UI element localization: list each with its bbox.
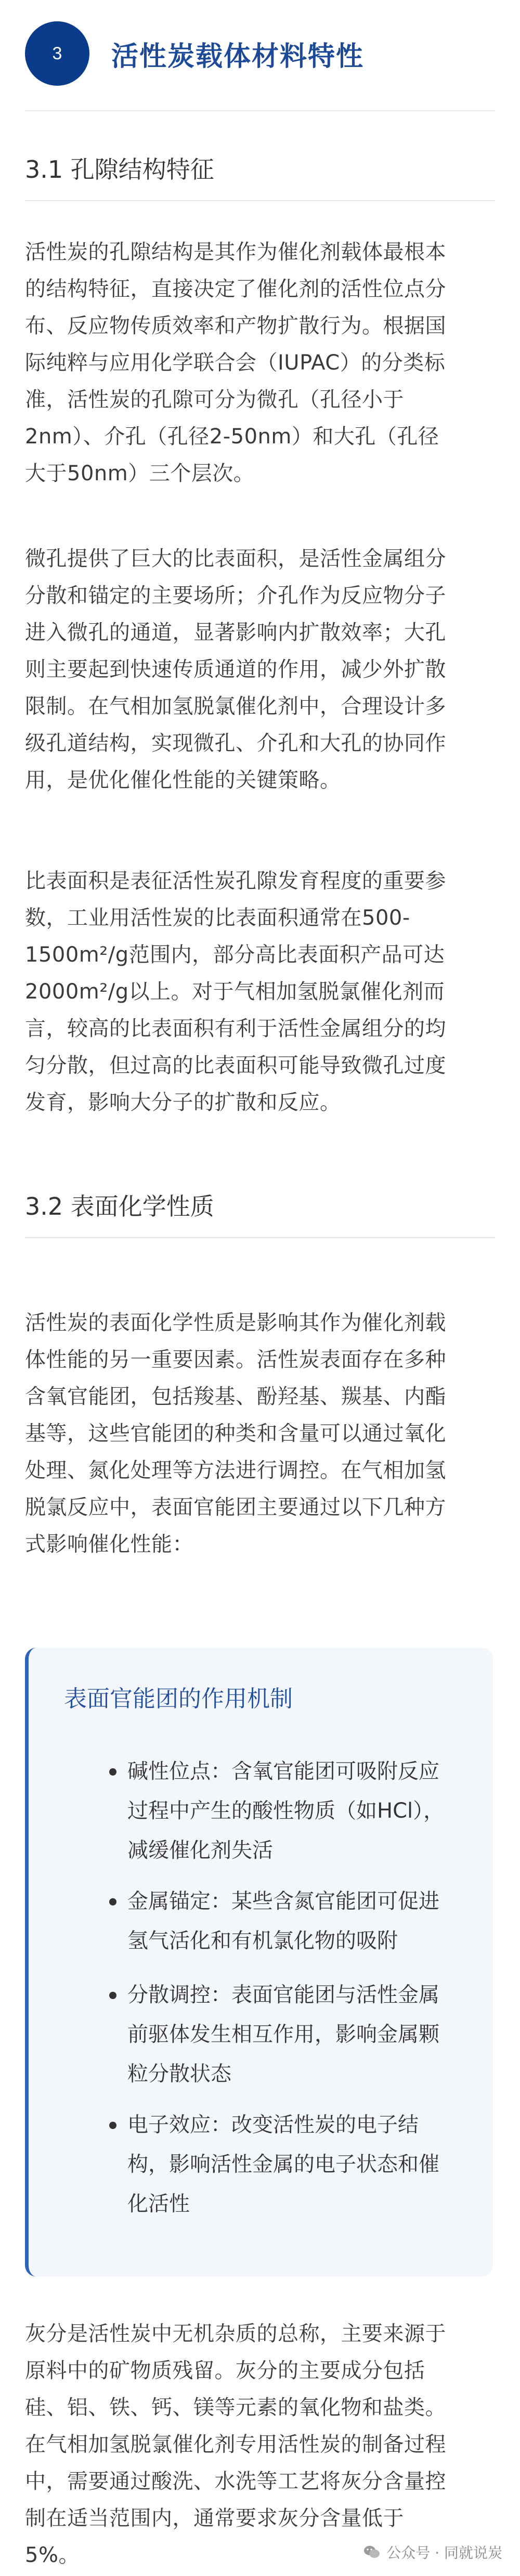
bullet-dispersion: 分散调控：表面官能团与活性金属 前驱体发生相互作用，影响金属颗 粒分散状态 [127, 1983, 439, 2086]
bullet-dot [109, 2122, 116, 2129]
subheading-divider [25, 1237, 495, 1238]
functional-groups-card [25, 1648, 493, 2277]
bullet-dot [109, 1768, 116, 1776]
paragraph-surface-chemistry: 活性炭的表面化学性质是影响其作为催化剂载 体性能的另一重要因素。活性炭表面存在多种 含氧官能团，包括羧基、酚羟基、羰基、内酯 基等，这些官能团的种类和含量可以通过氧化 处理、氮化处理等方法进行调控。在气相加氢 脱氯反应中，表面官能团主要通过以下几种方 式影响催化性能： [25, 1311, 446, 1556]
wechat-watermark [358, 2540, 506, 2565]
wechat-icon [362, 2543, 381, 2561]
card-title: 表面官能团的作用机制 [64, 1686, 293, 1712]
bullet-metal-anchoring: 金属锚定：某些含氮官能团可促进 氢气活化和有机氯化物的吸附 [127, 1889, 439, 1953]
subheading-3-2: 3.2 表面化学性质 [25, 1192, 214, 1220]
paragraph-surface-area: 比表面积是表征活性炭孔隙发育程度的重要参 数，工业用活性炭的比表面积通常在500- 1500m²/g范围内，部分高比表面积产品可达 2000m²/g以上。对于气相加氢脱氯催化剂而 言，较高的比表面积有利于活性金属组分的均 匀分散，但过高的比表面积可能导致微孔过度 发育，影响大分子的扩散和反应。 [25, 869, 446, 1114]
bullet-dot [109, 1898, 116, 1905]
section-divider [25, 110, 495, 111]
subheading-3-1: 3.1 孔隙结构特征 [25, 155, 214, 183]
paragraph-pore-functions: 微孔提供了巨大的比表面积，是活性金属组分 分散和锚定的主要场所；介孔作为反应物分子 进入微孔的通道，显著影响内扩散效率；大孔 则主要起到快速传质通道的作用，减少外扩散 限制。在气相加氢脱氯催化剂中，合理设计多 级孔道结构，实现微孔、介孔和大孔的协同作 用，是优化催化性能的关键策略。 [25, 547, 446, 792]
bullet-basic-sites: 碱性位点：含氧官能团可吸附反应 过程中产生的酸性物质（如HCl）， 减缓催化剂失活 [127, 1759, 445, 1862]
watermark-text: 公众号 · 同就说炭 [386, 2544, 502, 2561]
paragraph-pore-structure: 活性炭的孔隙结构是其作为催化剂载体最根本 的结构特征，直接决定了催化剂的活性位点分 布、反应物传质效率和产物扩散行为。根据国 际纯粹与应用化学联合会（IUPAC）的分类标 准，活性炭的孔隙可分为微孔（孔径小于 2nm）、介孔（孔径2-50nm）和大孔（孔径 大于50nm）三个层次。 [25, 240, 446, 485]
paragraph-ash-content: 灰分是活性炭中无机杂质的总称，主要来源于 原料中的矿物质残留。灰分的主要成分包括 硅、铝、铁、钙、镁等元素的氧化物和盐类。 在气相加氢脱氯催化剂专用活性炭的制备过程 中，需要通过酸洗、水洗等工艺将灰分含量控 制在适当范围内，通常要求灰分含量低于 5%。 [25, 2322, 446, 2567]
subheading-divider [25, 200, 495, 201]
section-number-badge: 3 [25, 21, 89, 86]
section-header [25, 20, 364, 87]
bullet-electronic-effect: 电子效应：改变活性炭的电子结 构，影响活性金属的电子状态和催 化活性 [127, 2113, 439, 2216]
section-title: 活性炭载体材料特性 [111, 41, 365, 72]
bullet-dot [109, 1992, 116, 1999]
